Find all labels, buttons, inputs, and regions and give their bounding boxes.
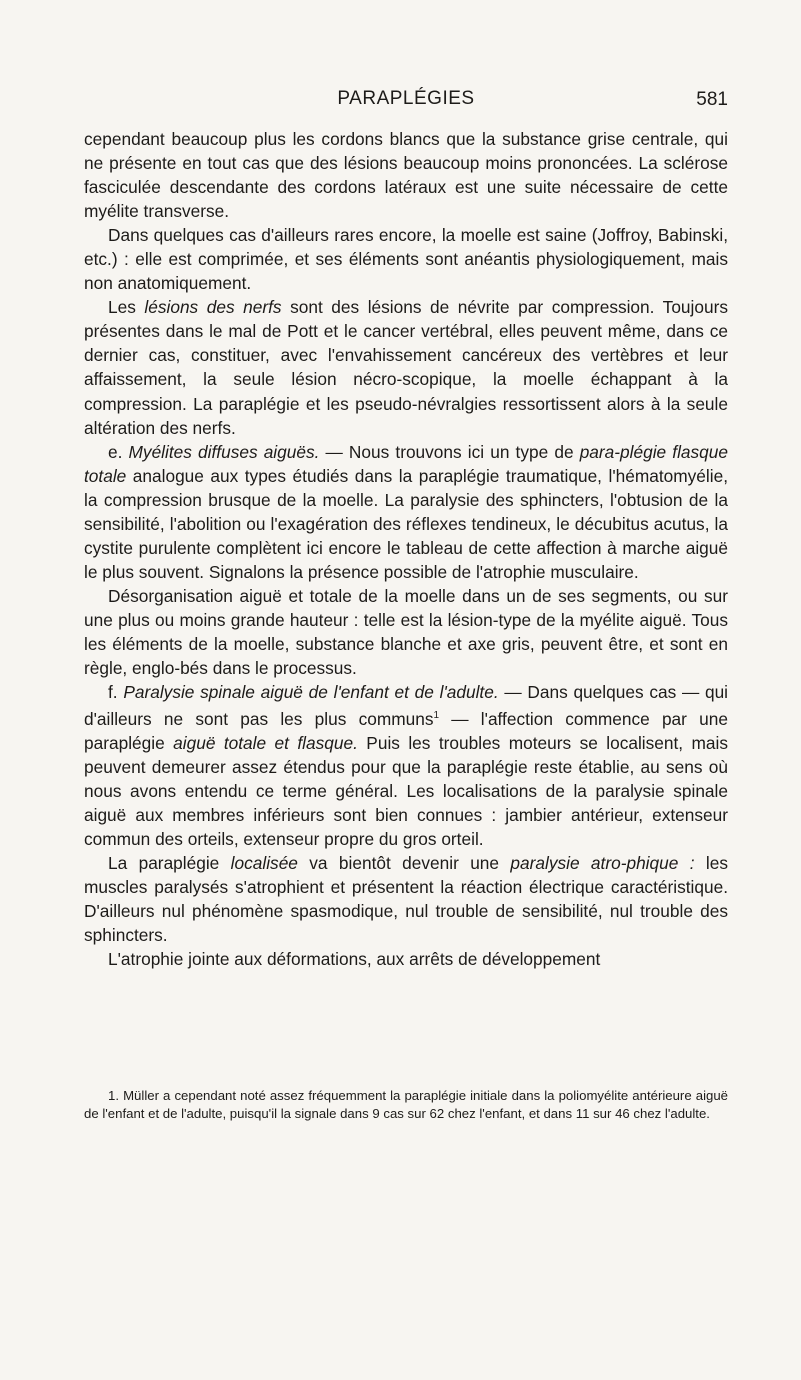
paragraph-2: Dans quelques cas d'ailleurs rares encore, la moelle est saine (Joffroy, Babinski, etc.) : elle est comprimée, et ses éléments sont anéantis physiologiquement, mais non anatomiquement. bbox=[84, 225, 728, 294]
section-e-italic: para-plégie flasque totale bbox=[84, 441, 728, 486]
paragraph-7-lead: La paraplégie bbox=[108, 853, 231, 874]
section-f bbox=[84, 680, 728, 851]
running-header bbox=[84, 88, 728, 116]
section-f-heading: Paralysie spinale aiguë de l'enfant et de l'adulte. bbox=[123, 682, 499, 703]
section-e-text-2: analogue aux types étudiés dans la paraplégie traumatique, l'hématomyélie, la compression brusque de la moelle. La paralysie des sphincters, l'obtusion de la sensibilité, l'abolition ou l'exagération des réflexes tendineux, le décubitus acutus, la cystite purulente complètent ici encore le tableau de cette affection à marche aiguë le plus souvent. Signalons la présence possible de l'atrophie musculaire. bbox=[84, 465, 728, 582]
section-f-text-2: — l'affection commence par une paraplégie bbox=[84, 708, 728, 753]
section-f-text-3: Puis les troubles moteurs se localisent, mais peuvent demeurer assez étendus pour que la paraplégie reste établie, au sens où nous avons entendu ce terme général. Les localisations de la paralysie spinale aiguë aux membres inférieurs sont bien connues : jambier antérieur, extenseur commun des orteils, extenseur propre du gros orteil. bbox=[84, 732, 729, 850]
footnote-marker: 1 bbox=[433, 710, 440, 722]
section-e bbox=[84, 440, 728, 584]
section-e-heading: Myélites diffuses aiguës. bbox=[128, 441, 320, 462]
paragraph-7 bbox=[84, 851, 728, 947]
main-text bbox=[84, 127, 728, 971]
section-e-text-1: — Nous trouvons ici un type de bbox=[319, 441, 580, 462]
section-f-letter: f. bbox=[108, 682, 124, 703]
section-f-italic: aiguë totale et flasque. bbox=[173, 732, 358, 753]
footnote-1: 1. Müller a cependant noté assez fréquemment la paraplégie initiale dans la poliomyélite antérieure aiguë de l'enfant et de l'adulte, puisqu'il la signale dans 9 cas sur 62 chez l'enfant, et dans 11 sur 46 chez l'adulte. bbox=[84, 1088, 728, 1121]
paragraph-7-rest: les muscles paralysés s'atrophient et présentent la réaction électrique caractéristique. D'ailleurs nul phénomène spasmodique, nul trouble de sensibilité, nul trouble des sphincters. bbox=[84, 853, 728, 946]
paragraph-5: Désorganisation aiguë et totale de la moelle dans un de ses segments, ou sur une plus ou moins grande hauteur : telle est la lésion-type de la myélite aiguë. Tous les éléments de la moelle, substance blanche et axe gris, peuvent être, et sont en règle, englo-bés dans le processus. bbox=[84, 585, 728, 679]
paragraph-3-rest: sont des lésions de névrite par compression. Toujours présentes dans le mal de Pott et le cancer vertébral, elles peuvent même, dans ce dernier cas, constituer, avec l'envahissement cancéreux des vertèbres et leur affaissement, la seule lésion nécro-scopique, la moelle échappant à la compression. La paraplégie et les pseudo-névralgies ressortissent alors à la seule altération des nerfs. bbox=[84, 297, 728, 438]
paragraph-3 bbox=[84, 295, 728, 439]
paragraph-7-italic-2: paralysie atro-phique : bbox=[510, 853, 695, 874]
paragraph-1: cependant beaucoup plus les cordons blancs que la substance grise centrale, qui ne présente en tout cas que des lésions beaucoup moins prononcées. La sclérose fasciculée descendante des cordons latéraux est une suite nécessaire de cette myélite transverse. bbox=[84, 129, 728, 222]
paragraph-3-italic: lésions des nerfs bbox=[144, 297, 282, 318]
paragraph-7-italic-1: localisée bbox=[230, 853, 298, 874]
page-number: 581 bbox=[696, 89, 728, 110]
paragraph-7-mid: va bientôt devenir une bbox=[297, 853, 511, 874]
paragraph-8: L'atrophie jointe aux déformations, aux arrêts de développement bbox=[108, 949, 601, 970]
running-title: PARAPLÉGIES bbox=[337, 88, 475, 109]
section-f-text-1: — Dans quelques cas — qui d'ailleurs ne sont pas les plus communs bbox=[84, 682, 729, 729]
section-e-letter: e. bbox=[108, 441, 129, 462]
paragraph-3-lead: Les bbox=[108, 297, 145, 318]
footnotes bbox=[84, 1087, 728, 1123]
